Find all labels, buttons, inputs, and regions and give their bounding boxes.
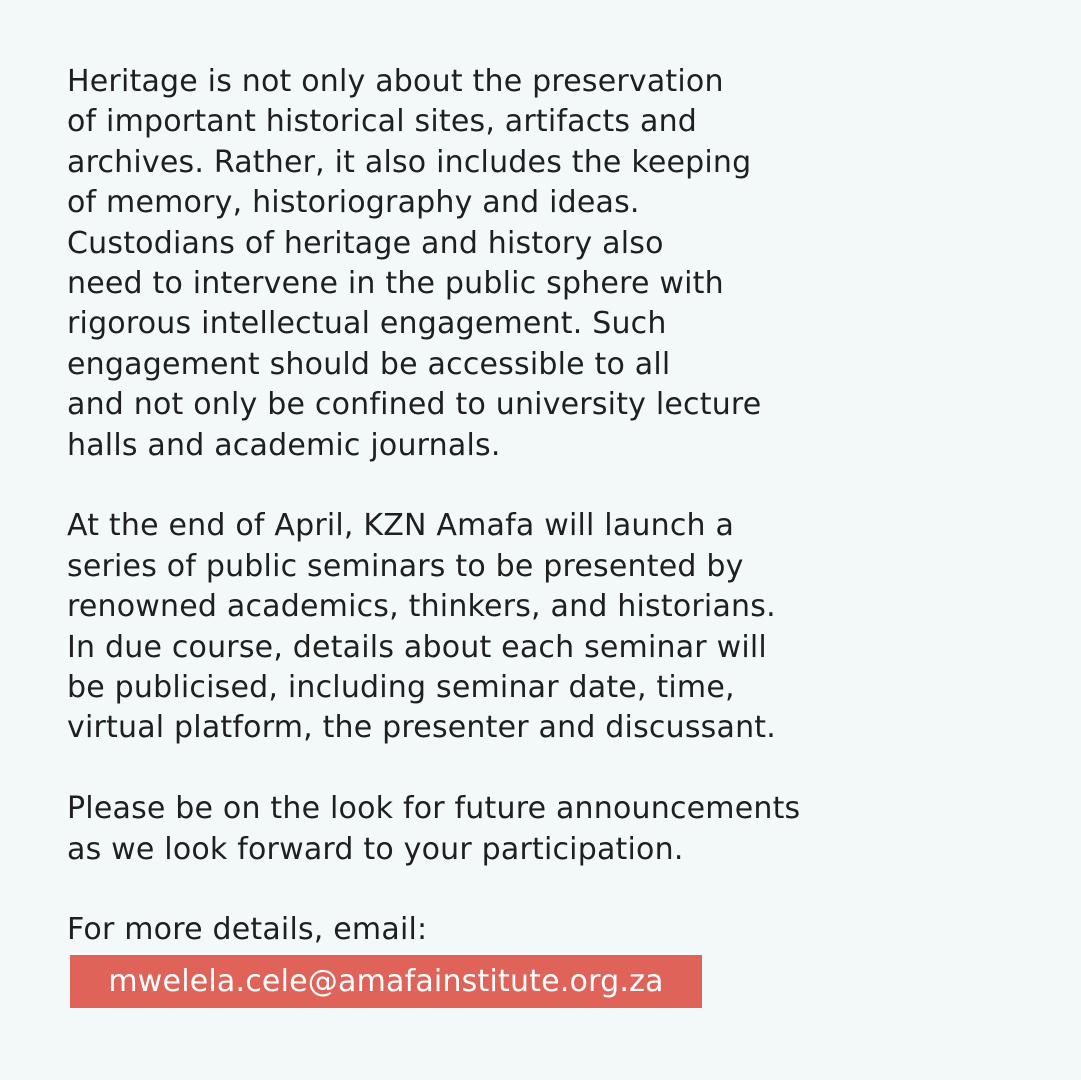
text-line: as we look forward to your participation.: [67, 831, 684, 867]
text-line: Heritage is not only about the preservation: [67, 64, 724, 99]
email-badge[interactable]: [70, 955, 702, 1008]
paragraph-heritage: [67, 62, 867, 466]
text-line: At the end of April, KZN Amafa will launch a: [67, 508, 735, 544]
paragraph-announcements: [67, 789, 867, 870]
text-line: series of public seminars to be presented by: [67, 548, 744, 584]
paragraph-seminars: [67, 506, 867, 748]
text-line: halls and academic journals.: [67, 427, 501, 463]
text-line: rigorous intellectual engagement. Such: [67, 306, 667, 342]
text-line: need to intervene in the public sphere with: [67, 266, 724, 302]
text-line: Please be on the look for future announcements: [67, 791, 801, 827]
text-line: In due course, details about each seminar will: [67, 629, 767, 665]
text-line: of memory, historiography and ideas.: [67, 185, 640, 221]
text-line: Custodians of heritage and history also: [67, 225, 664, 261]
email-link[interactable]: mwelela.cele@amafainstitute.org.za: [108, 964, 664, 999]
announcement-text: [67, 62, 867, 951]
text-line: engagement should be accessible to all: [67, 346, 671, 382]
text-line: renowned academics, thinkers, and historians.: [67, 589, 776, 625]
text-line: virtual platform, the presenter and discussant.: [67, 710, 776, 746]
text-line: and not only be confined to university lecture: [67, 387, 762, 423]
contact-label: For more details, email:: [67, 912, 428, 948]
text-line: of important historical sites, artifacts and: [67, 104, 698, 140]
text-line: archives. Rather, it also includes the keeping: [67, 144, 752, 180]
text-line: be publicised, including seminar date, time,: [67, 670, 735, 706]
